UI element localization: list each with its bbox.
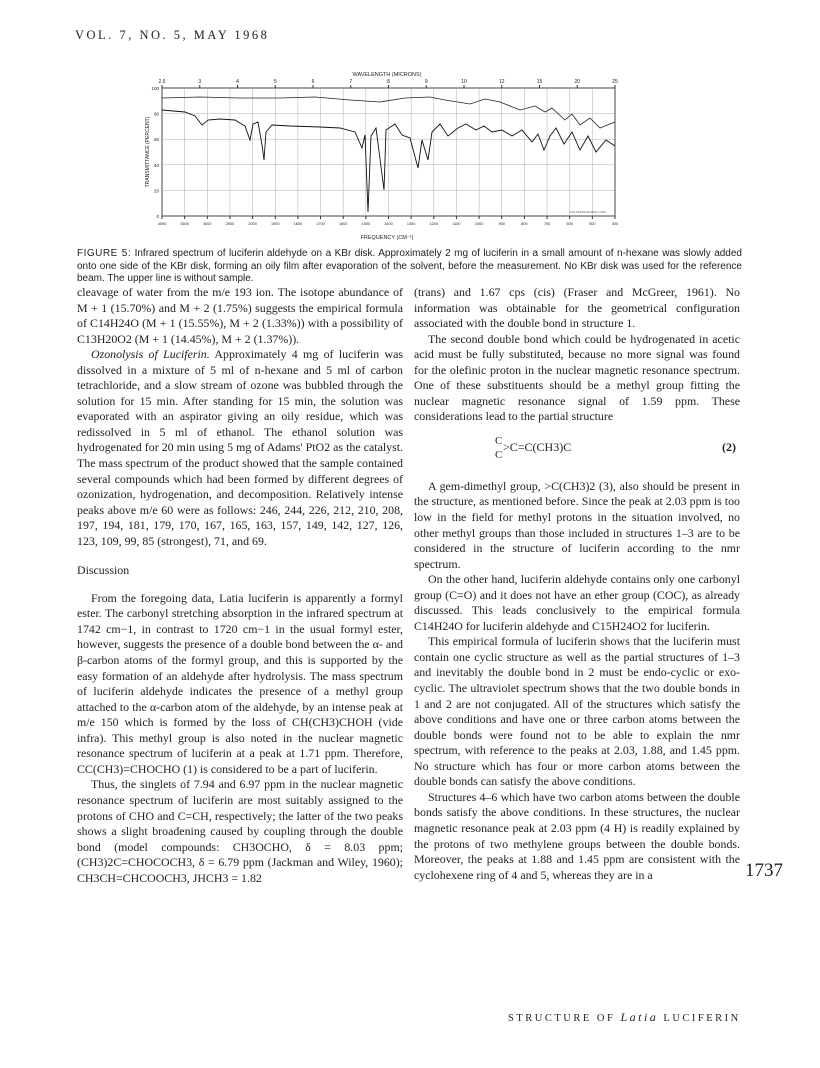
wavelength-tick-label: 20 xyxy=(574,79,581,85)
wavelength-tick-label: 10 xyxy=(461,79,467,85)
frequency-tick-label: 1000 xyxy=(474,222,484,226)
frequency-tick-label: 1500 xyxy=(361,222,371,226)
left-column xyxy=(77,285,403,886)
paragraph: This empirical formula of luciferin shows that the luciferin must contain one cyclic structure as well as the partial structures of 1–3 and inevitably the double bond in 2 must be endo-cyclic or exo-cyclic. The ultraviolet spectrum shows that the two double bonds in 1 and 2 are not conjugated. All of the structures which satisfy the above conditions and have one or three carbon atoms between the double bonds were found not to be able to explain the nmr spectrum, with reference to the peaks at 2.03, 1.88, and 1.45 ppm. No structure which has four or more carbon atoms between the double bonds can satisfy the above conditions. xyxy=(414,634,740,789)
wavelength-tick-label: 8 xyxy=(387,79,390,85)
eq-upper-carbon: C xyxy=(495,434,503,447)
y-tick-label: 100 xyxy=(151,86,159,91)
wavelength-tick-label: 4 xyxy=(236,79,239,85)
wavelength-tick-label: 6 xyxy=(311,79,315,85)
running-foot-suffix: LUCIFERIN xyxy=(663,1013,741,1024)
section-heading-discussion: Discussion xyxy=(77,563,130,578)
y-tick-label: 20 xyxy=(153,188,159,194)
frequency-tick-label: 1600 xyxy=(338,222,348,226)
page-number: 1737 xyxy=(745,860,783,881)
paragraph: Thus, the singlets of 7.94 and 6.97 ppm in the nuclear magnetic resonance spectrum of luciferin are most suitably assigned to the protons of CHO and C=CH, respectively; the latter of the two peaks shows a slight broadening caused by coupling through the double bond (model compounds: CH3OCHO, δ = 8.03 ppm; (CH3)2C=CHOCOCH3, δ = 6.79 ppm (Jackman and Wiley, 1960); CH3CH=CHCOOCH3, JHCH3 = 1.82 xyxy=(77,777,403,885)
paragraph: (trans) and 1.67 cps (cis) (Fraser and McGreer, 1961). No information was obtainable for the geometrical configuration associated with the double bond in structure 1. xyxy=(414,285,740,331)
y-tick-label: 0 xyxy=(156,214,159,219)
frequency-tick-label: 800 xyxy=(521,222,528,226)
frequency-tick-label: 2000 xyxy=(248,222,257,226)
frequency-tick-label: 400 xyxy=(611,222,619,226)
frequency-tick-label: 1300 xyxy=(406,222,416,226)
eq-lower-carbon: C xyxy=(495,448,503,461)
wavelength-tick-label: 15 xyxy=(536,79,543,85)
frequency-tick-label: 900 xyxy=(498,222,505,226)
figure-caption-text: Infrared spectrum of luciferin aldehyde on a KBr disk. Approximately 2 mg of luciferin in a small amount of n-hexane was slowly added onto one side of the KBr disk, forming an oily film after evaporation of the solvent, before the measurement. No KBr disk was used for the reference beam. The upper line is without sample. xyxy=(77,248,742,285)
paragraph: A gem-dimethyl group, >C(CH3)2 (3), also should be present in the structure, as mentioned before. Since the peak at 2.03 ppm is too low in the field for methyl protons in the situation involved, no other methyl groups than those included in structures 1–3 are to be considered in the structure of luciferin according to the nmr spectrum. xyxy=(414,478,740,571)
y-tick-label: 60 xyxy=(153,137,159,143)
frequency-tick-label: 500 xyxy=(589,222,596,226)
running-foot xyxy=(508,1010,741,1025)
wavelength-tick-label: 5 xyxy=(273,79,277,85)
running-foot-italic: Latia xyxy=(620,1010,659,1024)
frequency-tick-label: 1800 xyxy=(293,222,303,226)
paragraph-heading: Ozonolysis of Luciferin. xyxy=(91,347,210,362)
eq-formula: >C=C(CH3)C xyxy=(503,439,572,454)
frequency-tick-label: 600 xyxy=(566,222,573,226)
wavelength-tick-label: 3 xyxy=(198,79,202,85)
paragraph: On the other hand, luciferin aldehyde contains only one carbonyl group (C=O) and it does not have an ether group (COC), as already discussed. This leads conclusively to the empirical formula C14H24O for luciferin aldehyde and C15H24O2 for luciferin. xyxy=(414,572,740,633)
transmittance-axis-title: TRANSMITTANCE (PERCENT) xyxy=(145,116,151,188)
wavelength-tick-label: 9 xyxy=(424,79,428,85)
frequency-tick-label: 1900 xyxy=(271,222,280,226)
paragraph: From the foregoing data, Latia luciferin is apparently a formyl ester. The carbonyl stretching absorption in the infrared spectrum at 1742 cm−1, in contrast to 1720 cm−1 in the usual formyl ester, however, suggests the presence of a double bond between the α- and β-carbon atoms of the formyl group, and this is supported by the easy formation of an aldehyde after hydrolysis. The mass spectrum of luciferin aldehyde indicates the presence of a methyl group attached to the α-carbon atom of the aldehyde, by an intense peak at m/e 150 which is formed by the loss of CH(CH3)CHOH (vide infra). This methyl group is also noted in the nuclear magnetic resonance spectrum of luciferin at a peak at 1.71 ppm. Therefore, CC(CH3)=CHOCHO (1) is considered to be a part of luciferin. xyxy=(77,590,403,776)
wavelength-axis-title: WAVELENGTH (MICRONS) xyxy=(352,72,422,78)
wavelength-tick-label: 2.5 xyxy=(158,79,166,85)
y-tick-label: 40 xyxy=(153,162,159,168)
paragraph: cleavage of water from the m/e 193 ion. The isotope abundance of M + 1 (15.70%) and M + 2 (1.75%) suggests the empirical formula of C14H24O (M + 1 (15.55%), M + 2 (1.33%)) with a possibility of C13H20O2 (M + 1 (14.45%), M + 2 (1.37%)). xyxy=(77,285,403,346)
frequency-tick-label: 1200 xyxy=(429,222,439,226)
partial-structure-2 xyxy=(414,429,740,475)
frequency-tick-label: 4000 xyxy=(157,222,167,226)
frequency-tick-label: 3000 xyxy=(203,222,212,226)
figure-caption xyxy=(77,248,742,286)
chart-maker-imprint: THE PERKIN-ELMER CORP. xyxy=(569,210,607,214)
figure-label: FIGURE 5: xyxy=(77,248,132,259)
wavelength-tick-label: 12 xyxy=(498,79,505,85)
wavelength-tick-label: 25 xyxy=(612,79,618,85)
frequency-tick-label: 1400 xyxy=(384,222,393,226)
paragraph-body: Approximately 4 mg of luciferin was dissolved in a mixture of 5 ml of n-hexane and 5 ml of carbon tetrachloride, and a slow stream of ozone was bubbled through the solution for 15 min. After standing for 15 min, the solution was evaporated with an aspirator giving an oily residue, which was redissolved in 5 ml of ethanol. The ethanol solution was hydrogenated for 20 min using 5 mg of Adams' PtO2 as the catalyst. The mass spectrum of the product showed that the sample contained several compounds which had been formed by different degrees of ozonization, hydrogenation, and decomposition. Relatively intense peaks above m/e 60 were as follows: 246, 244, 226, 212, 210, 208, 197, 194, 181, 179, 170, 167, 165, 163, 157, 149, 142, 127, 126, 123, 109, 99, 85 (strongest), 71, and 69. xyxy=(77,347,403,548)
eq-number: (2) xyxy=(722,439,736,454)
frequency-axis-title: FREQUENCY (CM⁻¹) xyxy=(360,235,414,241)
frequency-tick-label: 700 xyxy=(543,222,551,226)
y-tick-label: 80 xyxy=(153,111,159,117)
ir-spectrum-figure xyxy=(140,40,640,245)
running-head: VOL. 7, NO. 5, MAY 1968 xyxy=(75,28,270,42)
wavelength-tick-label: 7 xyxy=(349,79,353,85)
paragraph-ozonolysis xyxy=(77,347,403,549)
frequency-tick-label: 1100 xyxy=(452,222,461,226)
paragraph: Structures 4–6 which have two carbon atoms between the double bonds satisfy the above conditions. In these structures, the nuclear magnetic resonance peak at 2.03 ppm (4 H) is readily explained by the protons of two methylene groups between the double bonds. Moreover, the peaks at 1.88 and 1.45 ppm are consistent with the cyclohexene ring of 4 and 5, whereas they are in a xyxy=(414,789,740,882)
right-column xyxy=(414,285,740,883)
running-foot-prefix: STRUCTURE OF xyxy=(508,1013,616,1024)
frequency-tick-label: 2500 xyxy=(225,222,235,226)
paragraph: The second double bond which could be hydrogenated in acetic acid must be fully substituted, because no more signal was found for the olefinic proton in the nuclear magnetic resonance spectrum. One of these substituents should be a methyl group fitting the nuclear magnetic resonance signal of 1.59 ppm. These considerations lead to the partial structure xyxy=(414,331,740,424)
frequency-tick-label: 3500 xyxy=(180,222,189,226)
frequency-tick-label: 1700 xyxy=(316,222,325,226)
